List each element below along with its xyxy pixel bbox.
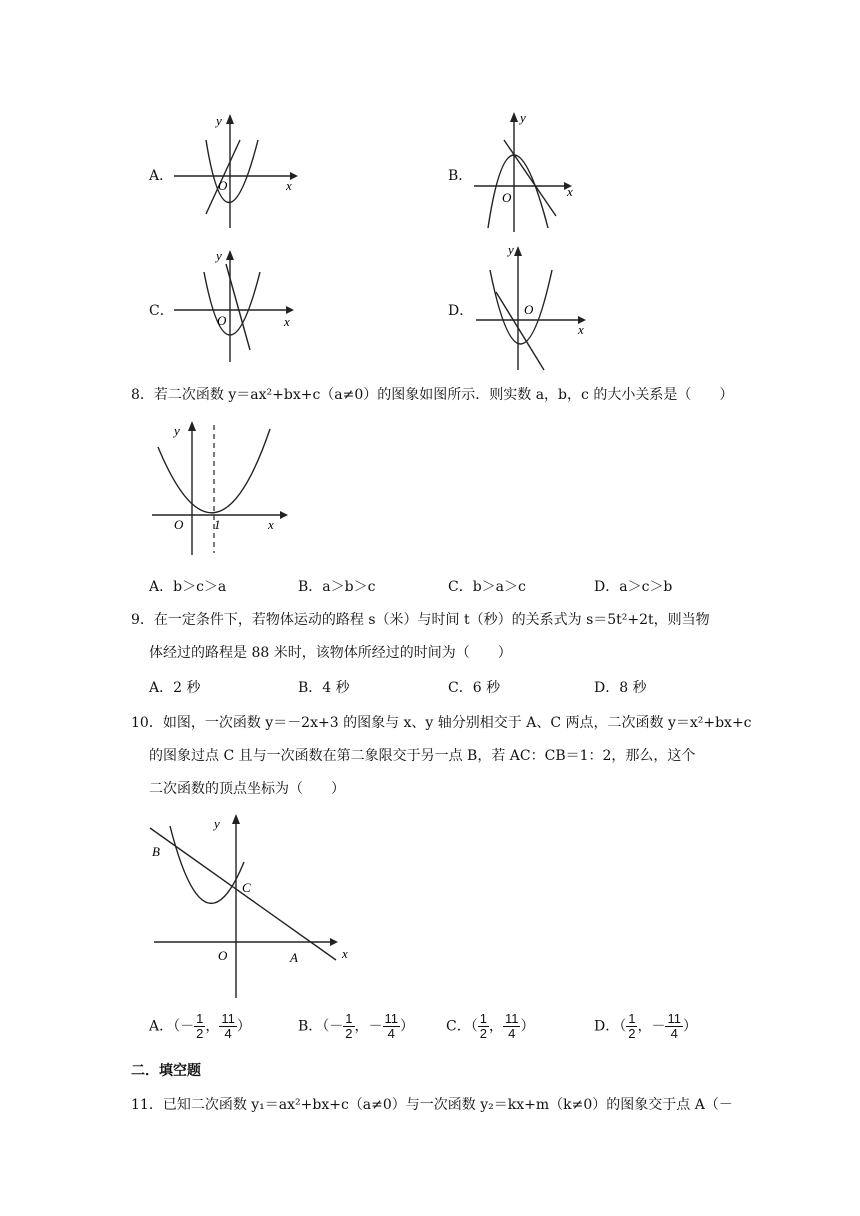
axis-y-label: y bbox=[174, 423, 180, 438]
axis-x-label: x bbox=[567, 184, 573, 199]
origin-label: O bbox=[217, 313, 227, 328]
q9-option-d[interactable]: D．8 秒 bbox=[594, 680, 647, 696]
q10-option-b[interactable]: B．（－ $\frac{1}{2}$ ，－ $\frac{11}{4}$ ） bbox=[298, 1011, 415, 1041]
q10-option-c[interactable]: C．（ $\frac{1}{2}$ ， $\frac{11}{4}$ ） bbox=[446, 1011, 535, 1041]
tick-1-label: 1 bbox=[214, 517, 221, 532]
q7-option-d-label[interactable]: D． bbox=[448, 303, 474, 319]
axis-x-label: x bbox=[286, 178, 292, 193]
q10-stem-line2: 的图象过点 C 且与一次函数在第二象限交于另一点 B，若 AC：CB＝1：2，那么，这个 bbox=[149, 748, 696, 764]
origin-label: O bbox=[218, 178, 228, 193]
q8-option-d[interactable]: D．a＞c＞b bbox=[594, 579, 673, 595]
section-title: 二．填空题 bbox=[131, 1063, 201, 1079]
origin-label: O bbox=[502, 190, 512, 205]
q10-stem-line1: 10．如图，一次函数 y＝－2x+3 的图象与 x、y 轴分别相交于 A、C 两点，二次函数 y＝x²+bx+c bbox=[131, 715, 752, 731]
q7-graph-d bbox=[474, 240, 594, 372]
axis-y-label: y bbox=[214, 816, 220, 831]
origin-label: O bbox=[524, 302, 534, 317]
q7-graph-b bbox=[472, 106, 582, 234]
q10-graph bbox=[148, 810, 348, 1000]
origin-label: O bbox=[218, 948, 228, 963]
q8-graph bbox=[148, 417, 296, 557]
q7-graph-c bbox=[172, 246, 300, 364]
axis-x-label: x bbox=[342, 946, 348, 961]
point-b-label: B bbox=[152, 844, 160, 859]
q11-stem-line1: 11．已知二次函数 y₁＝ax²+bx+c（a≠0）与一次函数 y₂＝kx+m（k≠0）的图象交于点 A（－ bbox=[131, 1097, 733, 1113]
axis-x-label: x bbox=[268, 517, 274, 532]
point-c-label: C bbox=[242, 880, 251, 895]
q7-graph-a bbox=[172, 110, 300, 230]
q7-option-c-label[interactable]: C． bbox=[149, 303, 174, 319]
q10-option-d[interactable]: D．（ $\frac{1}{2}$ ，－ $\frac{11}{4}$ ） bbox=[594, 1011, 697, 1041]
q9-stem-line2: 体经过的路程是 88 米时，该物体所经过的时间为（ ） bbox=[149, 645, 512, 661]
point-a-label: A bbox=[290, 950, 298, 965]
q8-option-c[interactable]: C．b＞a＞c bbox=[448, 579, 526, 595]
q9-option-b[interactable]: B．4 秒 bbox=[298, 680, 350, 696]
q8-stem: 8．若二次函数 y＝ax²+bx+c（a≠0）的图象如图所示．则实数 a，b，c 的大小关系是（ ） bbox=[131, 387, 734, 403]
q9-option-a[interactable]: A．2 秒 bbox=[149, 680, 201, 696]
q7-option-b-label[interactable]: B． bbox=[448, 168, 473, 184]
axis-y-label: y bbox=[520, 110, 526, 125]
axis-y-label: y bbox=[216, 113, 222, 128]
q9-option-c[interactable]: C．6 秒 bbox=[448, 680, 501, 696]
axis-y-label: y bbox=[216, 248, 222, 263]
q8-option-b[interactable]: B．a＞b＞c bbox=[298, 579, 376, 595]
q8-option-a[interactable]: A．b＞c＞a bbox=[149, 579, 227, 595]
q10-stem-line3: 二次函数的顶点坐标为（ ） bbox=[149, 781, 345, 797]
q9-stem-line1: 9．在一定条件下，若物体运动的路程 s（米）与时间 t（秒）的关系式为 s＝5t²+2t，则当物 bbox=[131, 612, 710, 628]
axis-y-label: y bbox=[508, 242, 514, 257]
origin-label: O bbox=[174, 517, 184, 532]
q10-option-a[interactable]: A．（－ $\frac{1}{2}$ ， $\frac{11}{4}$ ） bbox=[149, 1011, 251, 1041]
q7-option-a-label[interactable]: A． bbox=[149, 168, 174, 184]
axis-x-label: x bbox=[578, 322, 584, 337]
axis-x-label: x bbox=[284, 314, 290, 329]
